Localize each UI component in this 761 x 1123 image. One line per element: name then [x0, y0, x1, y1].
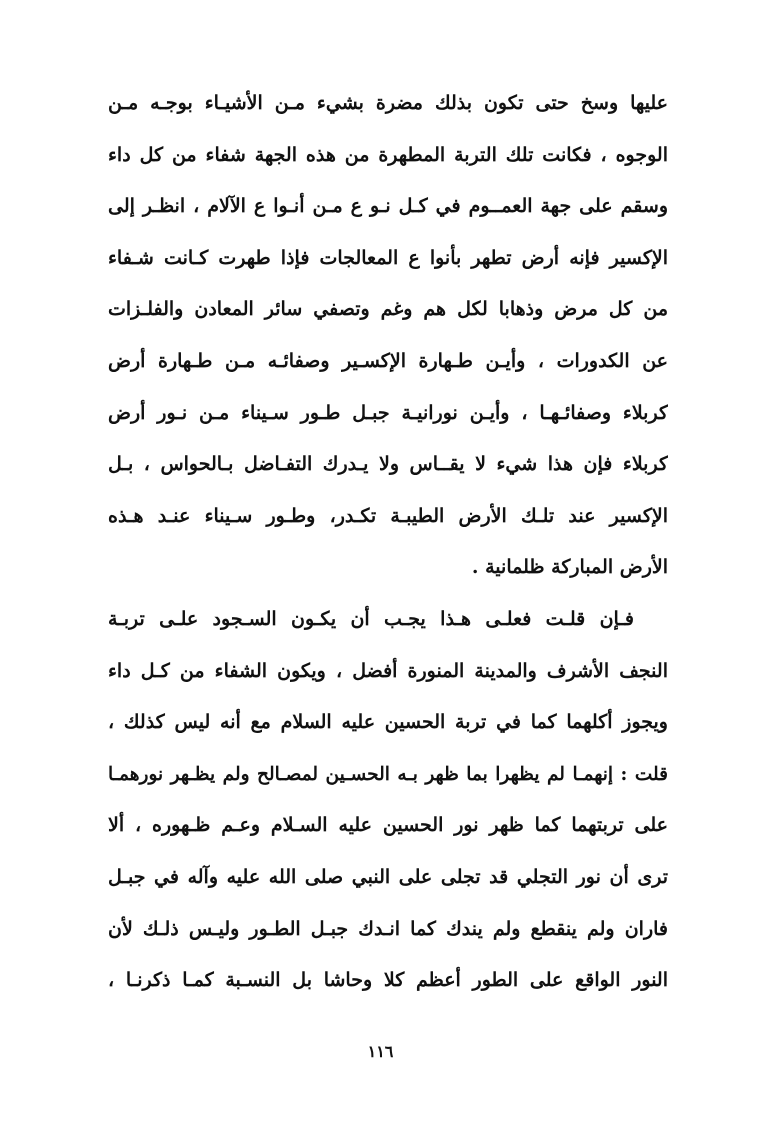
text-line: فاران ولم ينقطع ولم يندك كما انـدك جبـل الطـور وليـس ذلـك لأن [108, 917, 668, 940]
text-line: ويجوز أكلهما كما في تربة الحسين عليه السلام مع أنه ليس كذلك ، [108, 711, 668, 734]
text-line: النجف الأشرف والمدينة المنورة أفضل ، ويكون الشفاء من كـل داء [108, 659, 668, 682]
text-line: وسقم على جهة العمــوم في كـل نـو ع مـن أنـوا ع الآلام ، انظـر إلى [108, 195, 668, 218]
text-line: ترى أن نور التجلي قد تجلى على النبي صلى الله عليه وآله في جبـل [108, 865, 668, 888]
paragraph-first-line: فـإن قلـت فعلـى هـذا يجـب أن يكـون السـجود علـى تربـة [108, 607, 634, 630]
text-line: عن الكدورات ، وأيـن طـهارة الإكسـير وصفائـه مـن طـهارة أرض [108, 349, 668, 372]
paragraph-last-line: الأرض المباركة ظلمانية . [471, 556, 668, 579]
text-line: الوجوه ، فكانت تلك التربة المطهرة من هذه الجهة شفاء من كل داء [108, 143, 668, 166]
body-text [108, 78, 668, 1007]
text-line: عليها وسخ حتى تكون بذلك مضرة بشيء مـن الأشيـاء بوجـه مـن [108, 92, 668, 114]
text-line: من كل مرض وذهابا لكل هم وغم وتصفي سائر المعادن والفلـزات [108, 298, 668, 321]
text-line: على تربتهما كما ظهر نور الحسين عليه السـلام وعـم ظـهوره ، ألا [108, 814, 668, 837]
text-line: النور الواقع على الطور أعظم كلا وحاشا بل النسـبة كمـا ذكرنـا ، [108, 969, 668, 992]
text-line: الإكسير فإنه أرض تطهر بأنوا ع المعالجات فإذا طهرت كـانت شـفاء [108, 246, 668, 269]
text-line: الإكسير عند تلـك الأرض الطيبـة تكـدر، وطـور سـيناء عنـد هـذه [108, 504, 668, 527]
text-line: قلت : إنهمـا لم يظهرا بما ظهر بـه الحسـين لمصـالح ولم يظـهر نورهمـا [108, 763, 668, 785]
text-line: كربلاء وصفائـهـا ، وأيـن نورانيـة جبـل طـور سـيناء مـن نـور أرض [108, 401, 668, 424]
page-number: ١١٦ [367, 1042, 394, 1061]
text-line: كربلاء فإن هذا شيء لا يقــاس ولا يـدرك التفـاضل بـالحواس ، بـل [108, 453, 668, 476]
